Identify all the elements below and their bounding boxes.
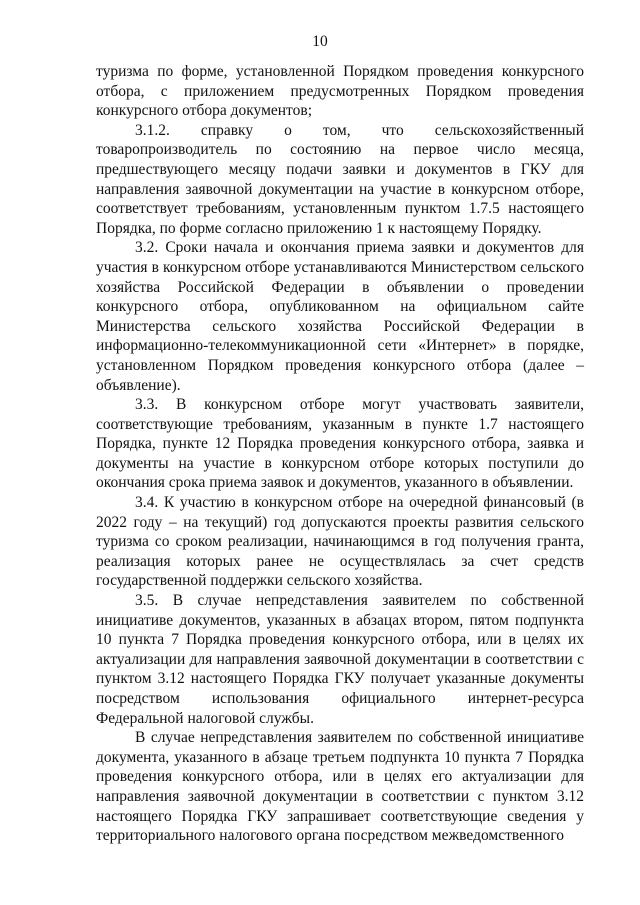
paragraph-3-2: 3.2. Сроки начала и окончания приема заявки и документов для участия в конкурсном отборе устанавливаются Министерством сельского хозяйства Российской Федерации в объявлении о проведении конкурсного отбора, опубликованном на официальном сайте Министерства сельского хозяйства Российской Федерации в информационно-телекоммуникационной сети «Интернет» в порядке, установленном Порядком проведения конкурсного отбора (далее – объявление). bbox=[96, 239, 584, 394]
paragraph-continuation: туризма по форме, установленной Порядком проведения конкурсного отбора, с приложением предусмотренных Порядком проведения конкурсного отбора документов; bbox=[96, 63, 584, 120]
paragraph-3-4: 3.4. К участию в конкурсном отборе на очередной финансовый (в 2022 году – на текущий) год допускаются проекты развития сельского туризма со сроком реализации, начинающимся в год получения гранта, реализация которых ранее не осуществлялась за счет средств государственной поддержки сельского хозяйства. bbox=[96, 494, 584, 590]
page-number: 10 bbox=[312, 33, 328, 50]
paragraph-3-1-2: 3.1.2. справку о том, что сельскохозяйственный товаропроизводитель по состоянию на первое число месяца, предшествующего месяцу подачи заявки и документов в ГКУ для направления заявочной документации на участие в конкурсном отборе, соответствует требованиям, установленным пунктом 1.7.5 настоящего Порядка, по форме согласно приложению 1 к настоящему Порядку. bbox=[96, 121, 584, 237]
paragraph-3-3: 3.3. В конкурсном отборе могут участвовать заявители, соответствующие требованиям, указанным в пункте 1.7 настоящего Порядка, пункте 12 Порядка проведения конкурсного отбора, заявка и документы на участие в конкурсном отборе которых поступили до окончания срока приема заявок и документов, указанного в объявлении. bbox=[96, 396, 584, 492]
paragraph-3-5: 3.5. В случае непредставления заявителем по собственной инициативе документов, указанных в абзацах втором, пятом подпункта 10 пункта 7 Порядка проведения конкурсного отбора, или в целях их актуализации для направления заявочной документации в соответствии с пунктом 3.12 настоящего Порядка ГКУ получает указанные документы посредством использования официального интернет-ресурса Федеральной налоговой службы. bbox=[96, 592, 584, 727]
paragraph-3-5-second: В случае непредставления заявителем по собственной инициативе документа, указанного в абзаце третьем подпункта 10 пункта 7 Порядка проведения конкурсного отбора, или в целях его актуализации для направления заявочной документации в соответствии с пунктом 3.12 настоящего Порядка ГКУ запрашивает соответствующие сведения у территориального налогового органа посредством межведомственного bbox=[96, 729, 584, 845]
document-body bbox=[96, 62, 584, 846]
